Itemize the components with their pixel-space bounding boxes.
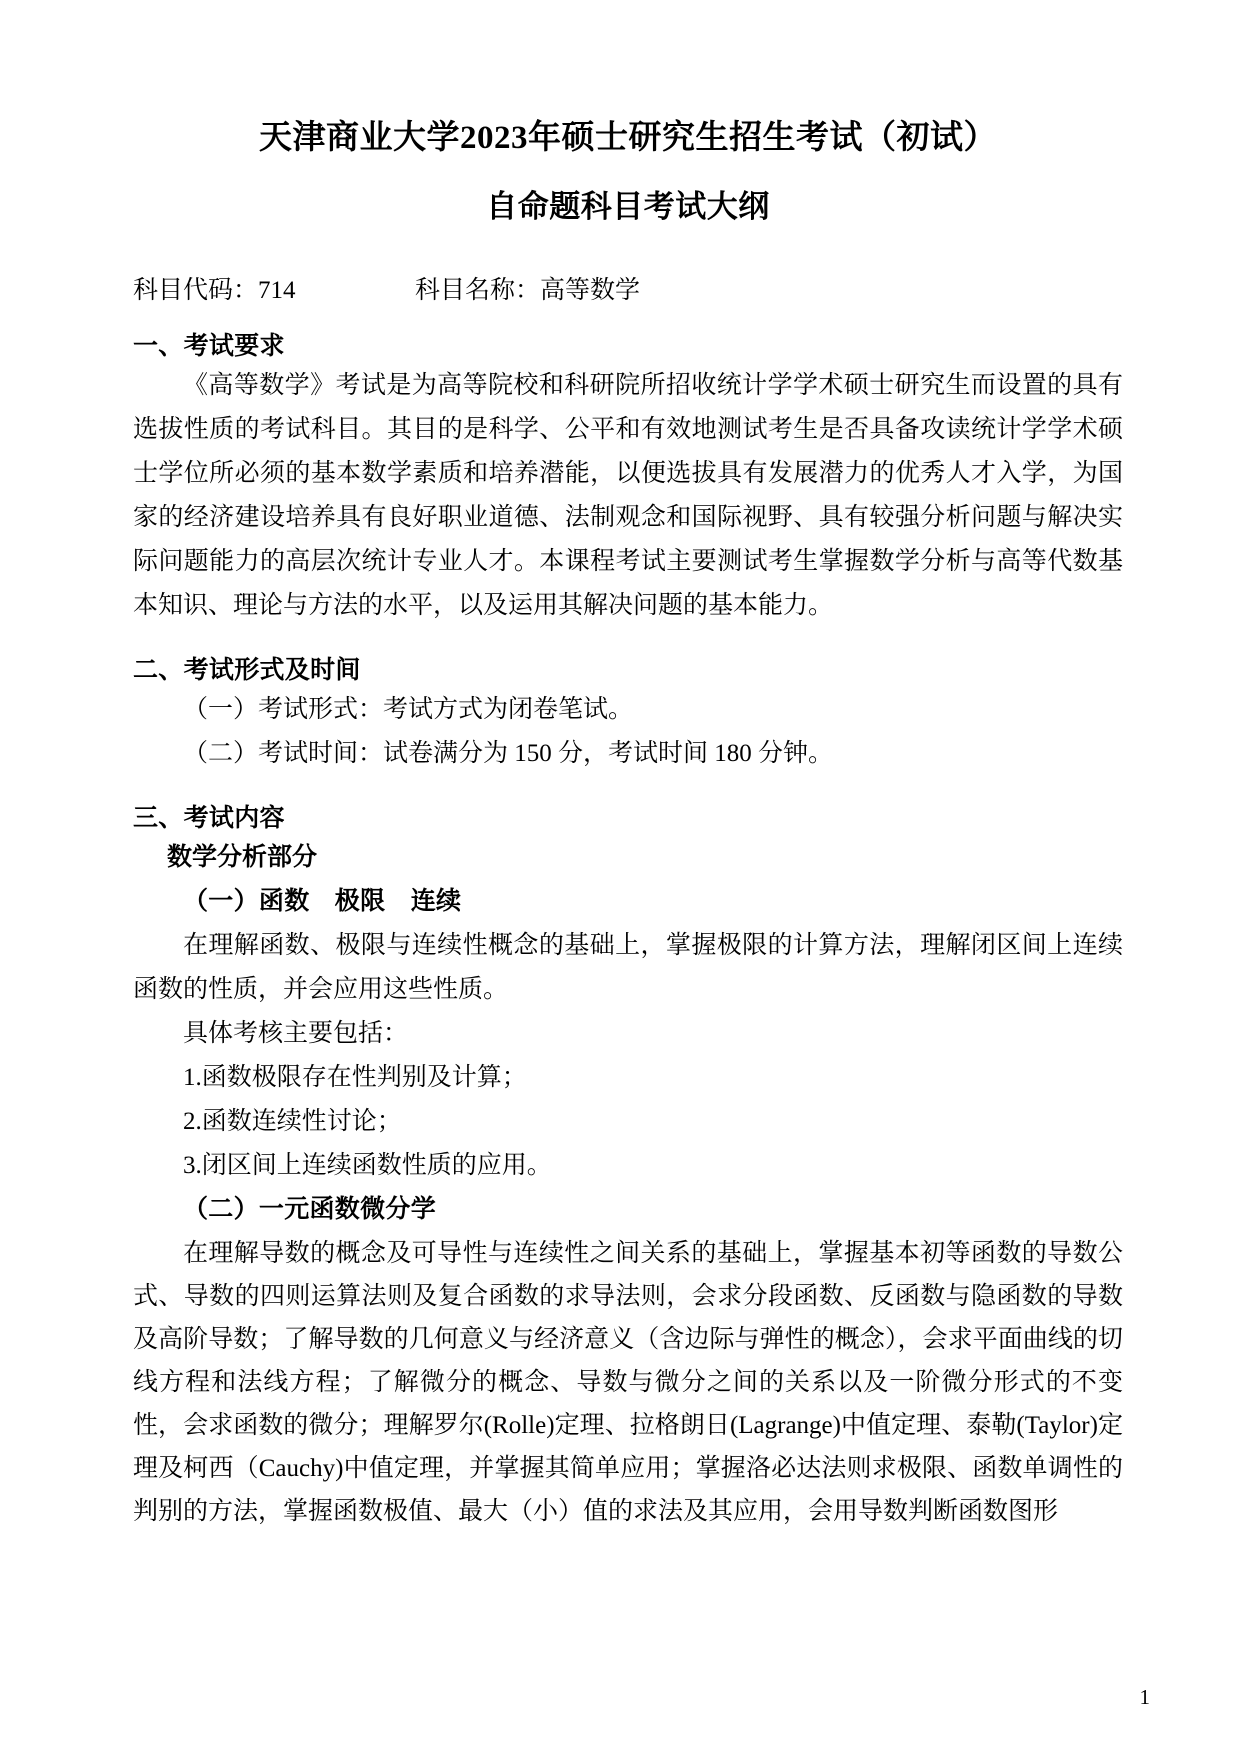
exam-requirements-paragraph: 《高等数学》考试是为高等院校和科研院所招收统计学学术硕士研究生而设置的具有选拔性质的考试科目。其目的是科学、公平和有效地测试考生是否具备攻读统计学学术硕士学位所必须的基本数学素质和培养潜能，以便选拔具有发展潜力的优秀人才入学，为国家的经济建设培养具有良好职业道德、法制观念和国际视野、具有较强分析问题与解决实际问题能力的高层次统计专业人才。本课程考试主要测试考生掌握数学分析与高等代数基本知识、理论与方法的水平，以及运用其解决问题的基本能力。 xyxy=(133,372,1123,620)
subject-name: 科目名称：高等数学 xyxy=(415,277,641,305)
chapter-two-heading: （二）一元函数微分学 xyxy=(183,1196,437,1224)
page-number: 1 xyxy=(1139,1685,1150,1709)
document-content xyxy=(133,0,1123,1533)
chapter-two-paragraph: 在理解导数的概念及可导性与连续性之间关系的基础上，掌握基本初等函数的导数公式、导数的四则运算法则及复合函数的求导法则，会求分段函数、反函数与隐函数的导数及高阶导数；了解导数的几何意义与经济意义（含边际与弹性的概念），会求平面曲线的切线方程和法线方程；了解微分的概念、导数与微分之间的关系以及一阶微分形式的不变性，会求函数的微分；理解罗尔(Rolle)定理、拉格朗日(Lagrange)中值定理、泰勒(Taylor)定理及柯西（Cauchy)中值定理，并掌握其简单应用；掌握洛必达法则求极限、函数单调性的判别的方法，掌握函数极值、最大（小）值的求法及其应用，会用导数判断函数图形 xyxy=(133,1240,1123,1526)
section-heading-exam-requirements: 一、考试要求 xyxy=(133,333,285,361)
chapter-one-list-item-1: 1.函数极限存在性判别及计算； xyxy=(183,1064,527,1092)
chapter-one-heading: （一）函数 极限 连续 xyxy=(183,888,462,916)
page-title: 天津商业大学2023年硕士研究生招生考试（初试） xyxy=(259,120,997,156)
exam-content-part-heading: 数学分析部分 xyxy=(167,844,318,872)
subject-meta-row xyxy=(133,270,1123,304)
exam-format-item-time: （二）考试时间：试卷满分为 150 分，考试时间 180 分钟。 xyxy=(183,740,834,768)
subject-code: 科目代码：714 xyxy=(133,277,296,305)
exam-format-item-form: （一）考试形式：考试方式为闭卷笔试。 xyxy=(183,696,634,724)
chapter-one-paragraph: 在理解函数、极限与连续性概念的基础上，掌握极限的计算方法，理解闭区间上连续函数的性质，并会应用这些性质。 xyxy=(133,932,1123,1004)
document-title-block xyxy=(133,118,1123,226)
page-subtitle: 自命题科目考试大纲 xyxy=(486,189,770,225)
section-heading-exam-content: 三、考试内容 xyxy=(133,805,285,833)
chapter-one-list-item-3: 3.闭区间上连续函数性质的应用。 xyxy=(183,1152,552,1180)
chapter-one-list-intro: 具体考核主要包括： xyxy=(183,1020,409,1048)
section-heading-exam-format: 二、考试形式及时间 xyxy=(133,657,361,685)
chapter-one-list-item-2: 2.函数连续性讨论； xyxy=(183,1108,402,1136)
